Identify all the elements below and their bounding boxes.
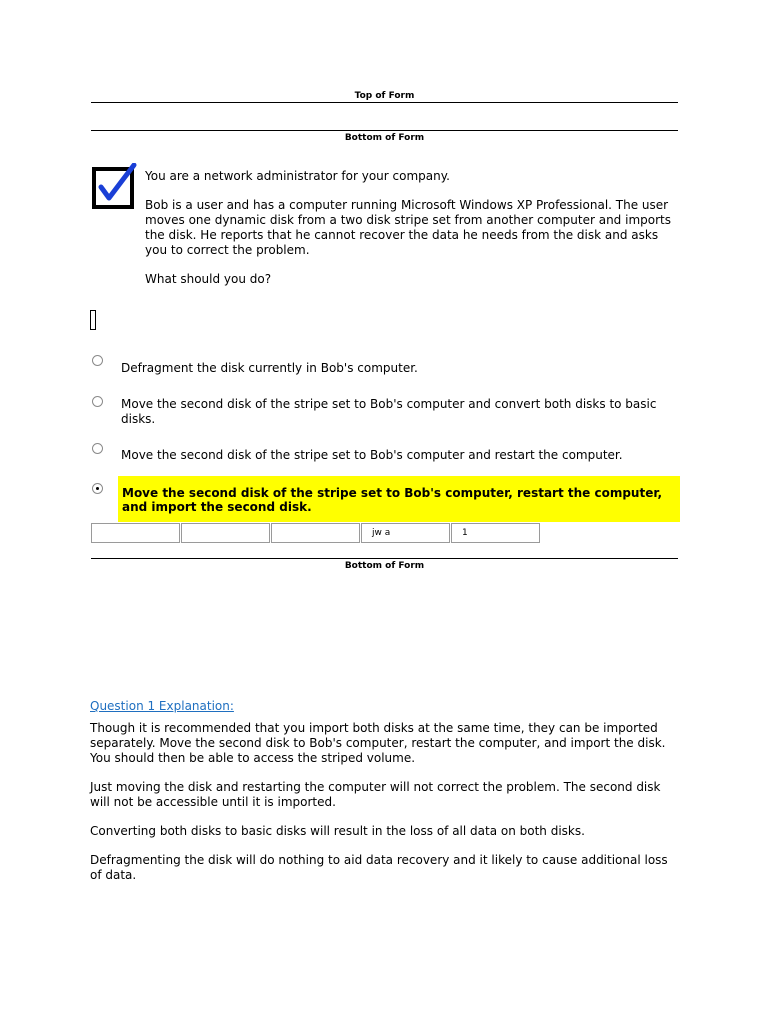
- form-divider-bottom: [91, 558, 678, 559]
- form-field-4[interactable]: jw a: [361, 523, 450, 543]
- option-4-label[interactable]: Move the second disk of the stripe set to Bob's computer, restart the computer, and import the second disk.: [122, 486, 663, 514]
- checked-checkbox-icon: [92, 163, 138, 209]
- explanation-paragraph-1: Though it is recommended that you import both disks at the same time, they can be imported separately. Move the second disk to Bob's computer, restart the computer, and import the disk. You should then be able to access the striped volume.: [90, 721, 666, 765]
- explanation-body: [90, 721, 680, 897]
- form-field-3[interactable]: [271, 523, 360, 543]
- explanation-paragraph-2: Just moving the disk and restarting the computer will not correct the problem. The second disk will not be accessible until it is imported.: [90, 780, 661, 809]
- option-3-radio[interactable]: [92, 443, 103, 454]
- form-divider-top: [91, 102, 678, 103]
- explanation-link[interactable]: Question 1 Explanation:: [90, 699, 234, 713]
- question-intro: You are a network administrator for your company.: [145, 169, 450, 183]
- option-3-label[interactable]: Move the second disk of the stripe set to Bob's computer and restart the computer.: [121, 448, 623, 462]
- option-1-label[interactable]: Defragment the disk currently in Bob's computer.: [121, 361, 418, 375]
- form-field-2[interactable]: [181, 523, 270, 543]
- question-scenario: Bob is a user and has a computer running Microsoft Windows XP Professional. The user moves one dynamic disk from a two disk stripe set from another computer and imports the disk. He reports that he cannot recover the data he needs from the disk and asks you to correct the problem.: [145, 198, 671, 257]
- form-field-5[interactable]: 1: [451, 523, 540, 543]
- form-divider-2: [91, 130, 678, 131]
- top-of-form-label: Top of Form: [354, 91, 415, 101]
- bottom-of-form-label-2: Bottom of Form: [344, 561, 425, 571]
- form-field-1[interactable]: [91, 523, 180, 543]
- option-4-radio[interactable]: [92, 483, 103, 494]
- explanation-paragraph-4: Defragmenting the disk will do nothing to aid data recovery and it likely to cause additional loss of data.: [90, 853, 668, 882]
- option-1-radio[interactable]: [92, 355, 103, 366]
- option-2-radio[interactable]: [92, 396, 103, 407]
- explanation-paragraph-3: Converting both disks to basic disks will result in the loss of all data on both disks.: [90, 824, 585, 838]
- option-2-label[interactable]: Move the second disk of the stripe set to Bob's computer and convert both disks to basic disks.: [121, 397, 657, 426]
- text-cursor-marker: [90, 310, 96, 330]
- question-text: [145, 169, 675, 301]
- bottom-of-form-label: Bottom of Form: [344, 133, 425, 143]
- question-prompt: What should you do?: [145, 272, 272, 286]
